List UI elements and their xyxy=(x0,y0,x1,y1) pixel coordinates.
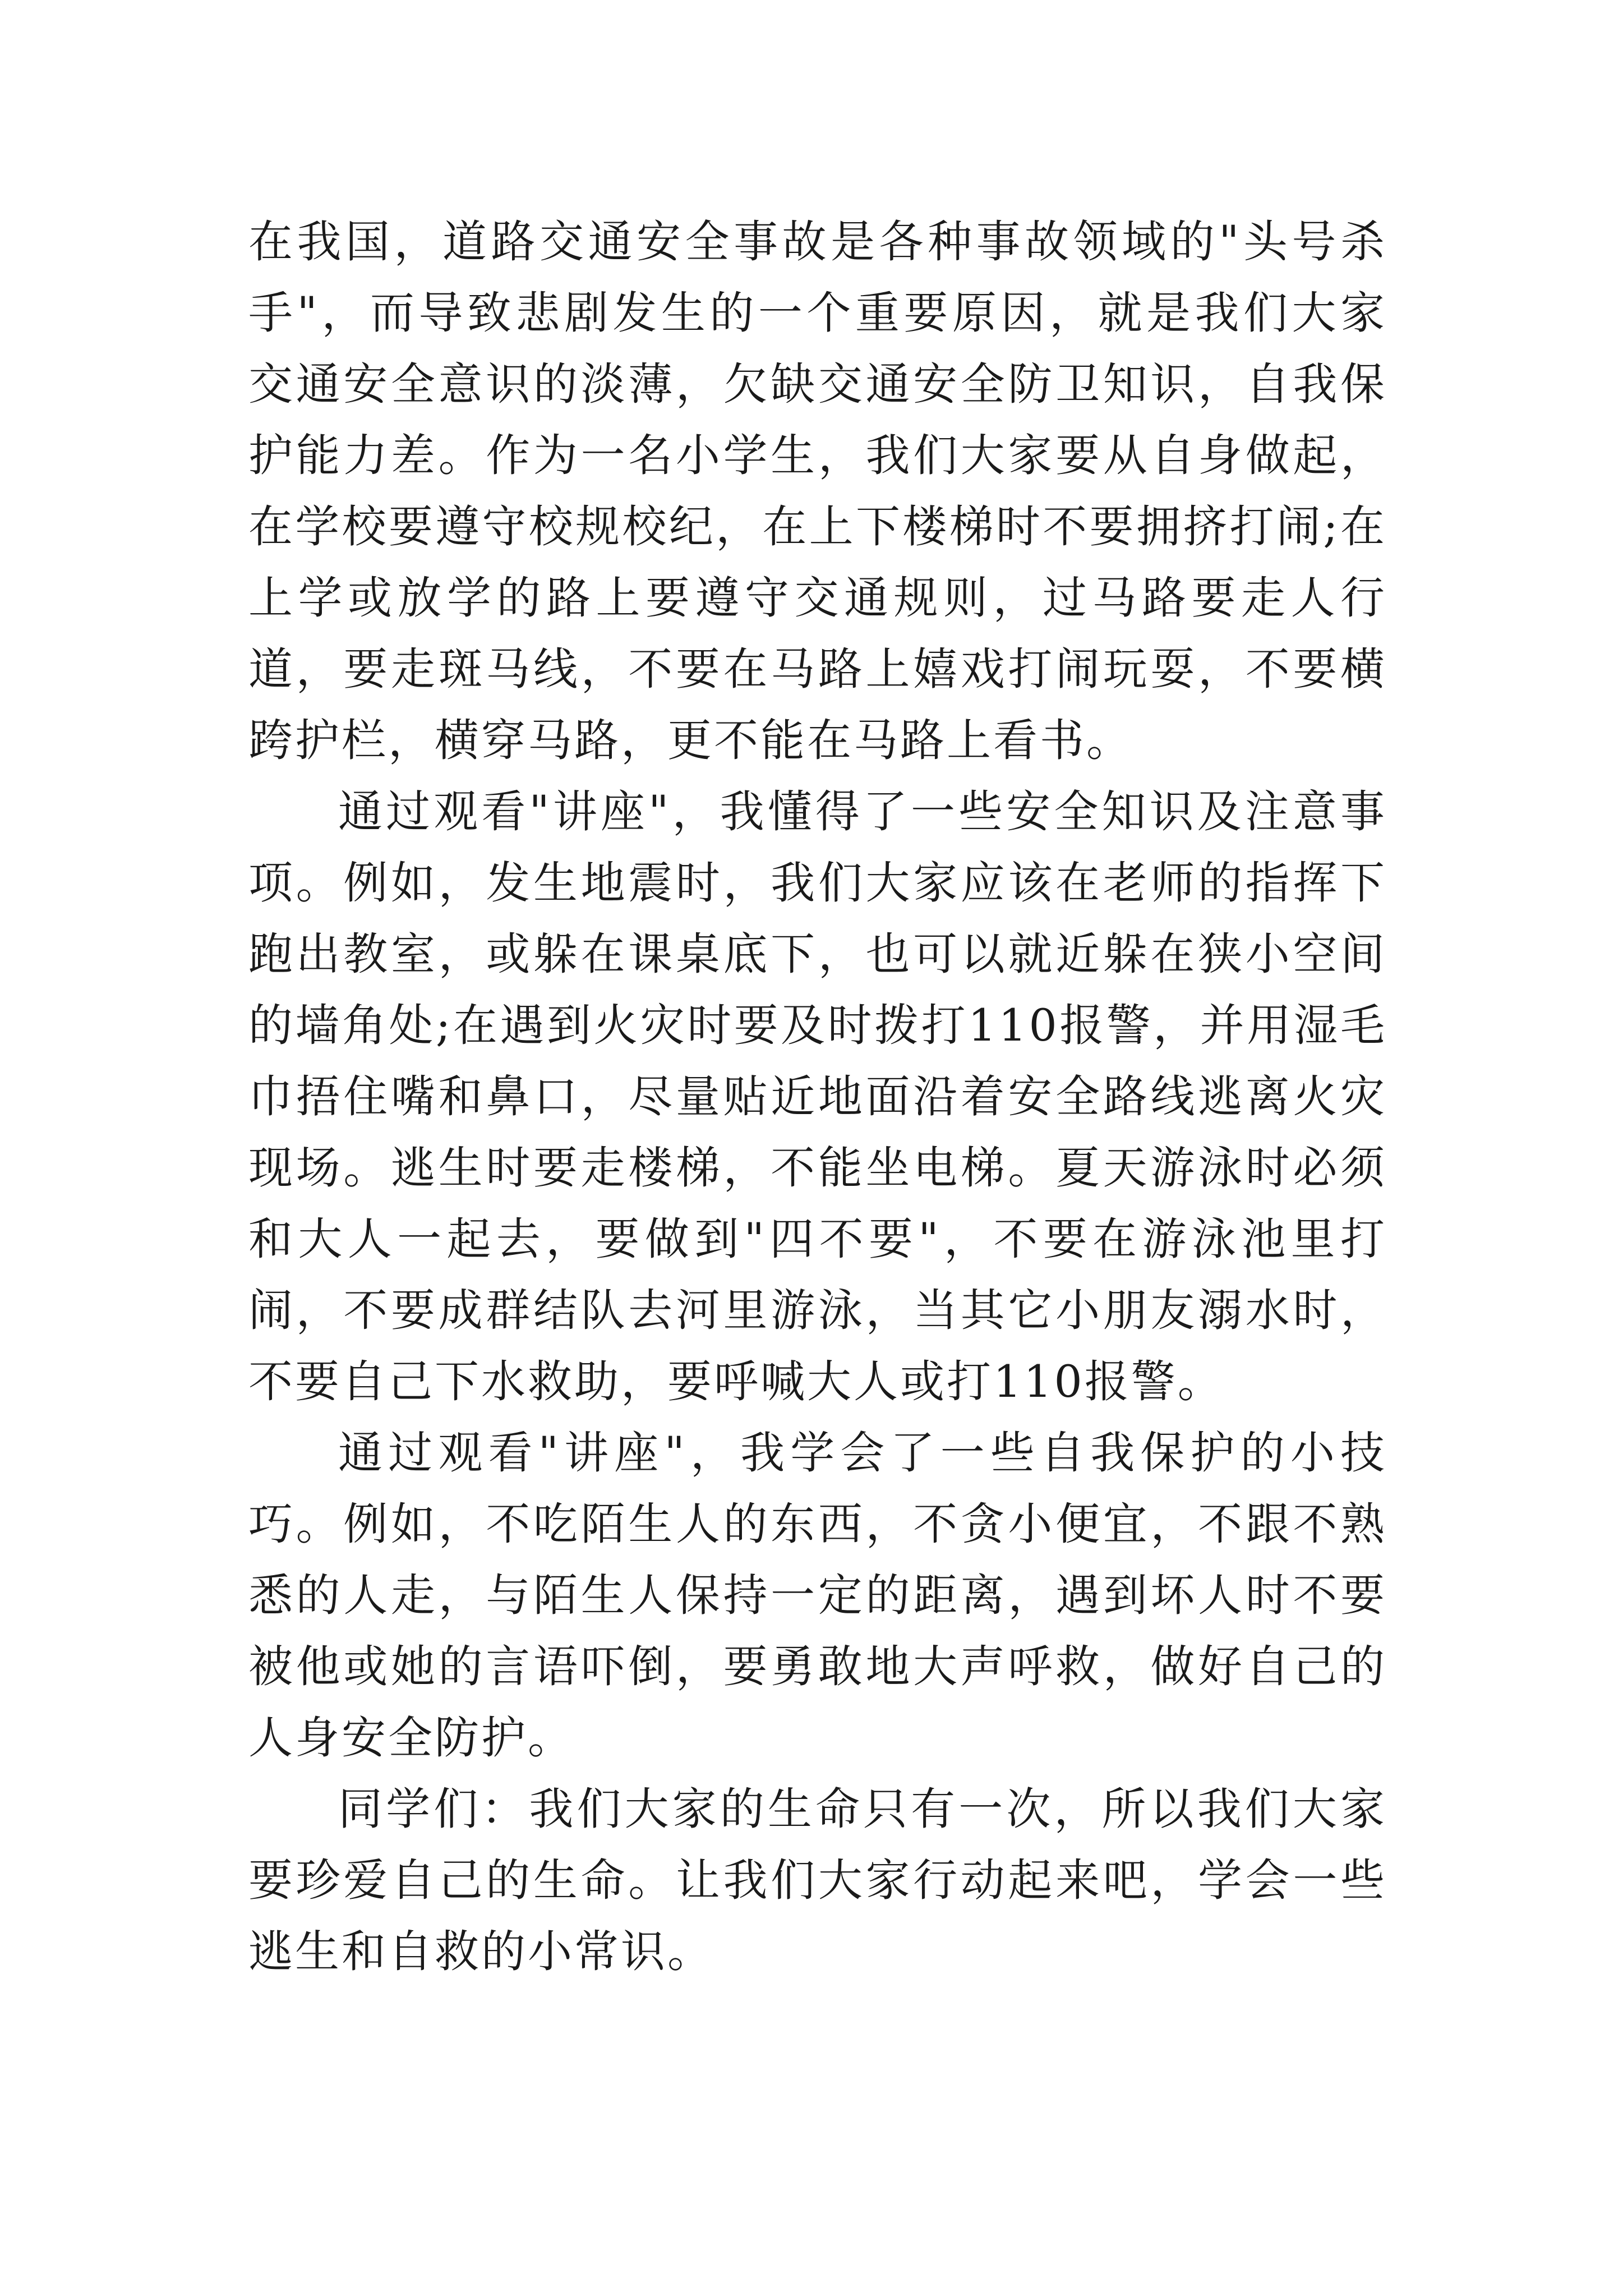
paragraph-4: 同学们：我们大家的生命只有一次，所以我们大家要珍爱自己的生命。让我们大家行动起来吧，学会一些逃生和自救的小常识。 xyxy=(248,1783,1387,1977)
paragraph-3: 通过观看"讲座"，我学会了一些自我保护的小技巧。例如，不吃陌生人的东西，不贪小便宜，不跟不熟悉的人走，与陌生人保持一定的距离，遇到坏人时不要被他或她的言语吓倒，要勇敢地大声呼救，做好自己的人身安全防护。 xyxy=(248,1427,1387,1764)
document-body xyxy=(248,206,1387,1987)
paragraph-1: 在我国，道路交通安全事故是各种事故领域的"头号杀手"，而导致悲剧发生的一个重要原因，就是我们大家交通安全意识的淡薄，欠缺交通安全防卫知识，自我保护能力差。作为一名小学生，我们大家要从自身做起，在学校要遵守校规校纪，在上下楼梯时不要拥挤打闹;在上学或放学的路上要遵守交通规则，过马路要走人行道，要走斑马线，不要在马路上嬉戏打闹玩耍，不要横跨护栏，横穿马路，更不能在马路上看书。 xyxy=(248,216,1387,766)
paragraph-2: 通过观看"讲座"，我懂得了一些安全知识及注意事项。例如，发生地震时，我们大家应该在老师的指挥下跑出教室，或躲在课桌底下，也可以就近躲在狭小空间的墙角处;在遇到火灾时要及时拨打110报警，并用湿毛巾捂住嘴和鼻口，尽量贴近地面沿着安全路线逃离火灾现场。逃生时要走楼梯，不能坐电梯。夏天游泳时必须和大人一起去，要做到"四不要"，不要在游泳池里打闹，不要成群结队去河里游泳，当其它小朋友溺水时，不要自己下水救助，要呼喊大人或打110报警。 xyxy=(248,786,1387,1407)
